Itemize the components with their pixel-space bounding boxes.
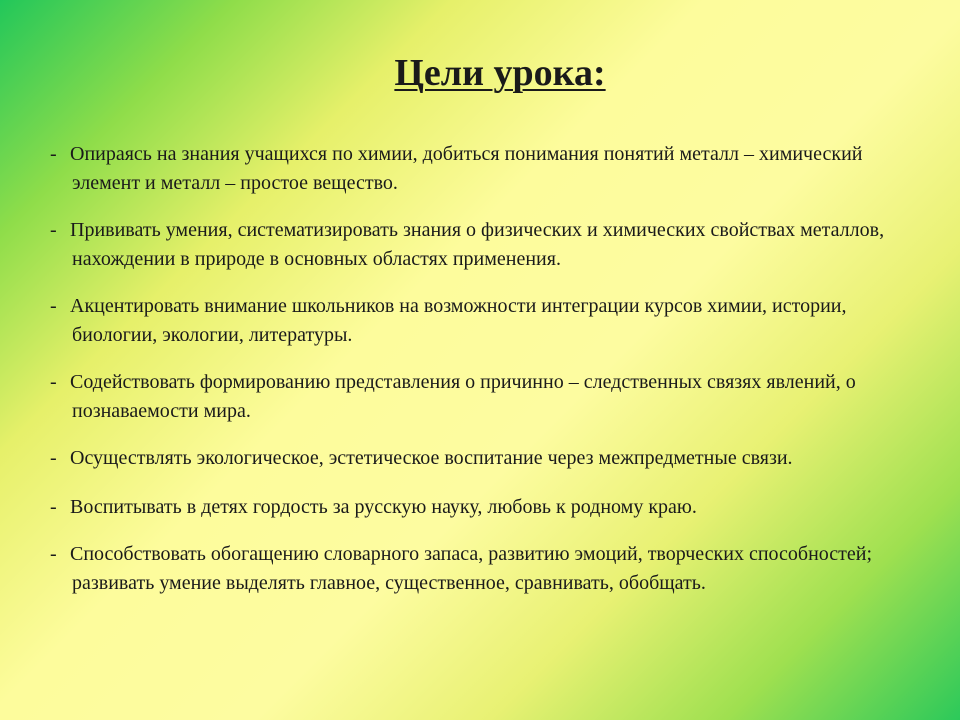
- bullet-dash: -: [50, 219, 57, 241]
- goal-text: Способствовать обогащению словарного запаса, развитию эмоций, творческих способностей; развивать умение выделять главное, существенное, сравнивать, обобщать.: [70, 543, 873, 594]
- bullet-dash: -: [50, 447, 57, 469]
- slide-title: Цели урока:: [394, 52, 606, 94]
- goal-item: [50, 140, 930, 198]
- goal-text: Акцентировать внимание школьников на возможности интеграции курсов химии, истории, биологии, экологии, литературы.: [70, 295, 847, 346]
- goal-item: [50, 493, 930, 522]
- goal-item: [50, 444, 930, 473]
- bullet-dash: -: [50, 143, 57, 165]
- bullet-dash: -: [50, 496, 57, 518]
- goal-item: [50, 216, 930, 274]
- goal-item: [50, 292, 930, 350]
- bullet-dash: -: [50, 371, 57, 393]
- goal-item: [50, 540, 930, 598]
- goal-item: [50, 368, 930, 426]
- bullet-dash: -: [50, 295, 57, 317]
- goal-text: Содействовать формированию представления о причинно – следственных связях явлений, о познаваемости мира.: [70, 371, 856, 422]
- goal-text: Опираясь на знания учащихся по химии, добиться понимания понятий металл – химический элемент и металл – простое вещество.: [70, 143, 863, 194]
- goals-list: [50, 140, 930, 616]
- goal-text: Прививать умения, систематизировать знания о физических и химических свойствах металлов, нахождении в природе в основных областях применения.: [70, 219, 885, 270]
- goal-text: Осуществлять экологическое, эстетическое воспитание через межпредметные связи.: [70, 447, 793, 469]
- goal-text: Воспитывать в детях гордость за русскую науку, любовь к родному краю.: [70, 496, 697, 518]
- bullet-dash: -: [50, 543, 57, 565]
